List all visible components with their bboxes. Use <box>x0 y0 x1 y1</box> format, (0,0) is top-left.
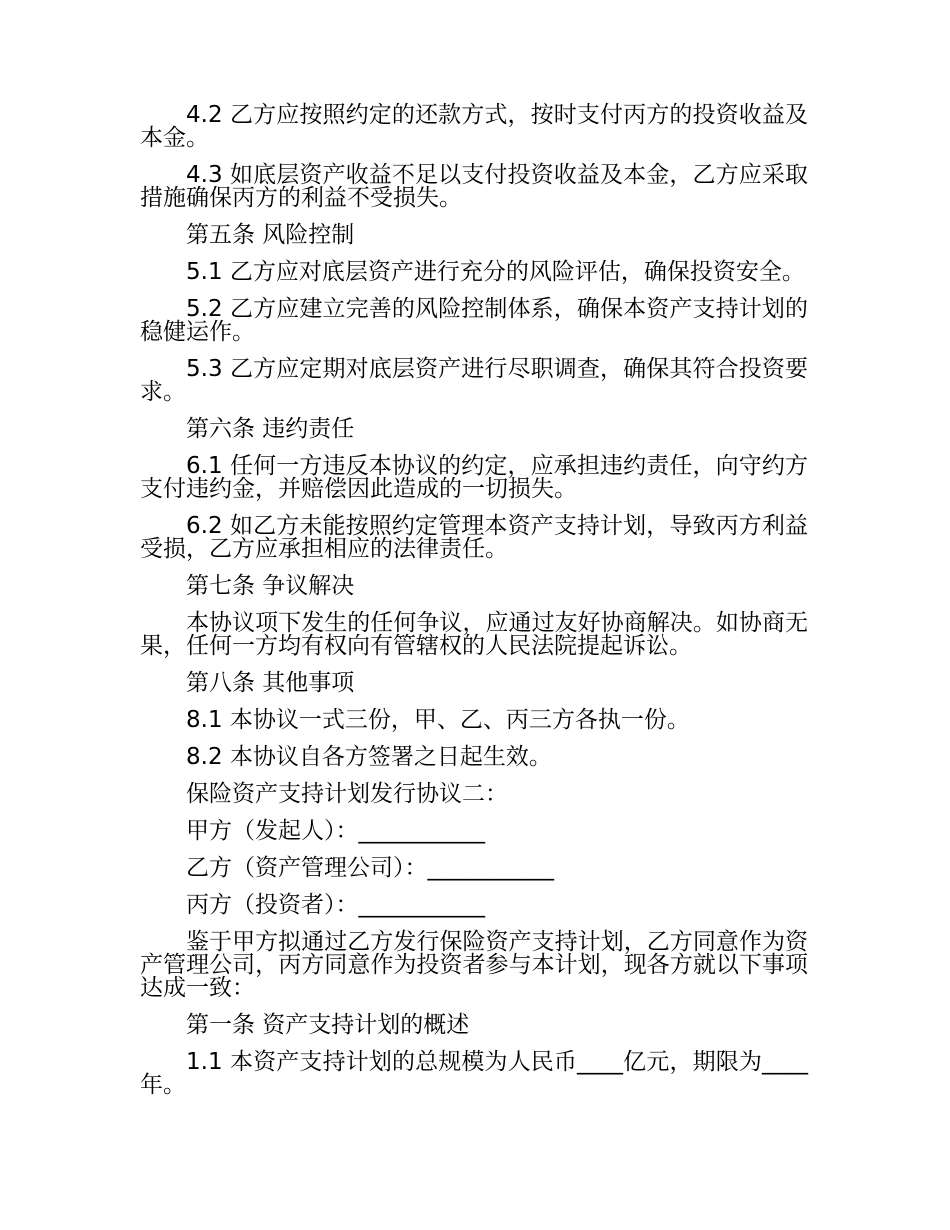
clause-5-2: 5.2 乙方应建立完善的风险控制体系，确保本资产支持计划的稳健运作。 <box>140 296 808 345</box>
party-c-line: 丙方（投资者）：___________ <box>186 892 485 918</box>
agreement-two-title: 保险资产支持计划发行协议二： <box>186 781 508 807</box>
clause-6-1: 6.1 任何一方违反本协议的约定，应承担违约责任，向守约方支付违约金，并赔偿因此造成的一切损失。 <box>140 453 808 502</box>
document-page <box>140 104 808 1111</box>
article-7-heading: 第七条 争议解决 <box>186 573 355 599</box>
clause-4-2: 4.2 乙方应按照约定的还款方式，按时支付丙方的投资收益及本金。 <box>140 102 808 151</box>
clause-4-3: 4.3 如底层资产收益不足以支付投资收益及本金，乙方应采取措施确保丙方的利益不受损失。 <box>140 162 808 211</box>
clause-8-2: 8.2 本协议自各方签署之日起生效。 <box>186 744 552 770</box>
article-8-heading: 第八条 其他事项 <box>186 670 355 696</box>
clause-8-1: 8.1 本协议一式三份，甲、乙、丙三方各执一份。 <box>186 707 690 733</box>
party-b-line: 乙方（资产管理公司）：___________ <box>186 855 554 881</box>
article-1-heading: 第一条 资产支持计划的概述 <box>186 1012 470 1038</box>
party-a-line: 甲方（发起人）：___________ <box>186 818 485 844</box>
article-6-heading: 第六条 违约责任 <box>186 416 355 442</box>
clause-5-3: 5.3 乙方应定期对底层资产进行尽职调查，确保其符合投资要求。 <box>140 356 808 405</box>
preamble: 鉴于甲方拟通过乙方发行保险资产支持计划，乙方同意作为资产管理公司，丙方同意作为投资者参与本计划，现各方就以下事项达成一致： <box>140 929 808 1001</box>
clause-5-1: 5.1 乙方应对底层资产进行充分的风险评估，确保投资安全。 <box>186 259 805 285</box>
clause-1-1: 1.1 本资产支持计划的总规模为人民币____亿元，期限为____年。 <box>140 1049 808 1098</box>
article-7-body: 本协议项下发生的任何争议，应通过友好协商解决。如协商无果，任何一方均有权向有管辖权的人民法院提起诉讼。 <box>140 610 808 659</box>
article-5-heading: 第五条 风险控制 <box>186 222 355 248</box>
clause-6-2: 6.2 如乙方未能按照约定管理本资产支持计划，导致丙方利益受损，乙方应承担相应的法律责任。 <box>140 513 808 562</box>
